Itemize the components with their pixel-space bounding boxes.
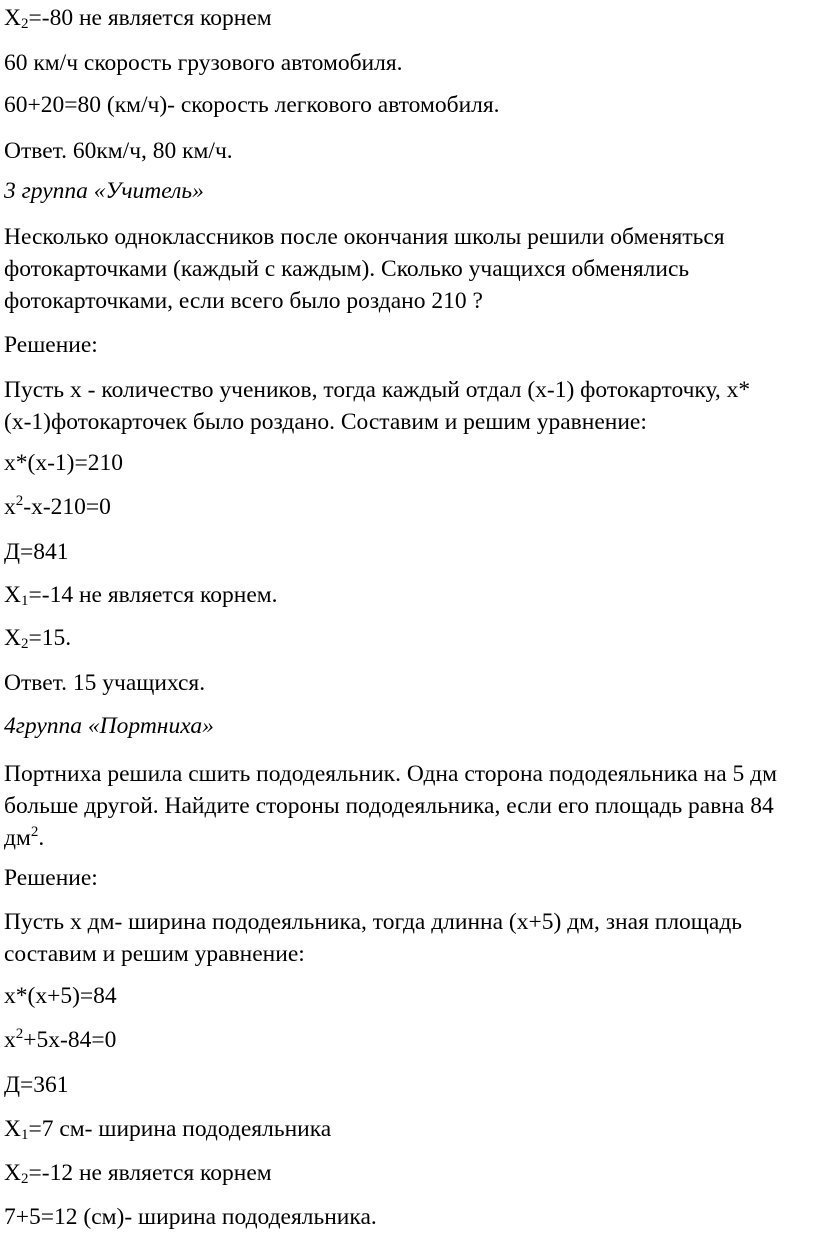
variable-x: х xyxy=(4,494,16,520)
variable-x: X xyxy=(4,5,21,31)
superscript-power: 2 xyxy=(15,493,24,509)
car-speed-line: 60+20=80 (км/ч)- скорость легкового автомобиля. xyxy=(4,92,500,118)
solution-3-label: Решение: xyxy=(4,332,98,358)
variable-x: X xyxy=(4,1160,21,1186)
superscript-power: 2 xyxy=(15,1026,24,1042)
equation-3-1: х*(х-1)=210 xyxy=(4,450,123,476)
truck-speed-line: 60 км/ч скорость грузового автомобиля. xyxy=(4,50,403,76)
solution-3-text: Пусть х - количество учеников, тогда каждый отдал (х-1) фотокарточку, х*(х-1)фотокарточек было роздано. Составим и решим уравнение: xyxy=(4,377,751,435)
result-4-line: 7+5=12 (см)- ширина пододеяльника. xyxy=(4,1204,377,1230)
subscript-index: 2 xyxy=(20,1171,29,1187)
superscript-power: 2 xyxy=(30,824,39,840)
answer-2-line: Ответ. 60км/ч, 80 км/ч. xyxy=(4,138,233,164)
discriminant-4: Д=361 xyxy=(4,1072,69,1098)
line-text: =15. xyxy=(28,625,72,651)
line-text: -х-210=0 xyxy=(23,494,111,520)
group-4-heading: 4группа «Портниха» xyxy=(4,713,214,739)
group-3-heading: 3 группа «Учитель» xyxy=(4,178,204,204)
root-3-x1 xyxy=(4,579,278,611)
problem-4-text xyxy=(4,758,804,854)
variable-x: х xyxy=(4,1027,16,1053)
root-x2-rejected-line xyxy=(4,2,272,34)
line-text: . xyxy=(38,825,45,851)
variable-x: X xyxy=(4,625,21,651)
line-text: =-80 не является корнем xyxy=(28,5,272,31)
root-4-x2 xyxy=(4,1157,272,1189)
solution-4-text: Пусть х дм- ширина пододеяльника, тогда длинна (х+5) дм, зная площадь составим и решим уравнение: xyxy=(4,909,743,967)
root-3-x2 xyxy=(4,622,71,654)
subscript-index: 2 xyxy=(20,16,29,32)
variable-x: X xyxy=(4,582,21,608)
solution-4-label: Решение: xyxy=(4,865,98,891)
line-text: =-12 не является корнем xyxy=(28,1160,272,1186)
discriminant-3: Д=841 xyxy=(4,539,69,565)
subscript-index: 1 xyxy=(20,1127,29,1143)
line-text: +5х-84=0 xyxy=(23,1027,117,1053)
subscript-index: 1 xyxy=(20,593,29,609)
root-4-x1 xyxy=(4,1113,331,1145)
equation-4-2 xyxy=(4,1024,116,1056)
problem-text: Портниха решила сшить пододеяльник. Одна сторона пододеяльника на 5 дм больше другой. Найдите стороны пододеяльника, если его площадь равна 84 дм xyxy=(4,761,778,851)
line-text: =7 см- ширина пододеяльника xyxy=(28,1116,332,1142)
line-text: =-14 не является корнем. xyxy=(28,582,278,608)
equation-3-2 xyxy=(4,491,111,523)
variable-x: X xyxy=(4,1116,21,1142)
problem-3-text: Несколько одноклассников после окончания школы решили обменяться фотокарточками (каждый с каждым). Сколько учащихся обменялись фотокарточками, если всего было роздано 210 ? xyxy=(4,224,725,314)
equation-4-1: х*(х+5)=84 xyxy=(4,983,117,1009)
subscript-index: 2 xyxy=(20,636,29,652)
answer-3-line: Ответ. 15 учащихся. xyxy=(4,670,206,696)
